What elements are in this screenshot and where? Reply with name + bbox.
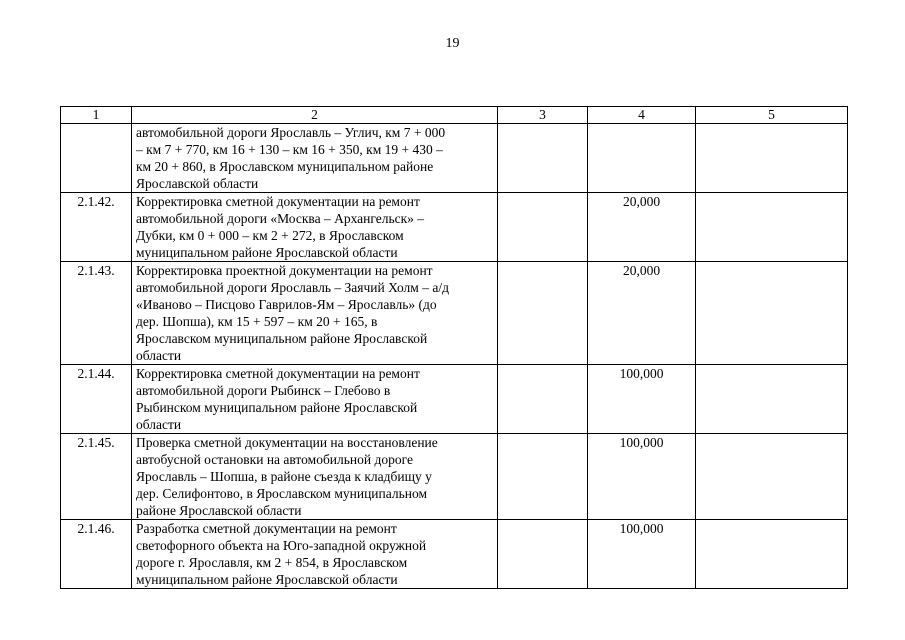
header-cell-4: 4: [588, 107, 696, 124]
description-cell: [132, 193, 498, 262]
value-cell-3: [498, 193, 588, 262]
value-cell-5: [696, 434, 848, 520]
description-line: Корректировка проектной документации на ремонт: [136, 263, 433, 278]
table-row: [61, 365, 848, 434]
value-cell-3: [498, 520, 588, 589]
description-cell: [132, 262, 498, 365]
value-cell-4: 100,000: [588, 434, 696, 520]
description-line: автомобильной дороги Рыбинск – Глебово в: [136, 383, 391, 398]
budget-table: [60, 106, 848, 589]
value-cell-5: [696, 365, 848, 434]
value-cell-3: [498, 124, 588, 193]
description-line: области: [136, 348, 182, 363]
header-cell-3: 3: [498, 107, 588, 124]
row-number-cell: 2.1.43.: [61, 262, 132, 365]
description-cell: [132, 434, 498, 520]
value-cell-5: [696, 520, 848, 589]
value-cell-4: 100,000: [588, 365, 696, 434]
description-line: Ярославском муниципальном районе Ярославской: [136, 331, 428, 346]
header-cell-5: 5: [696, 107, 848, 124]
description-line: автомобильной дороги «Москва – Архангельск» –: [136, 211, 425, 226]
value-cell-3: [498, 365, 588, 434]
description-line: светофорного объекта на Юго-западной окружной: [136, 538, 427, 553]
row-number-cell: 2.1.46.: [61, 520, 132, 589]
description-line: Ярославской области: [136, 176, 259, 191]
table-row: [61, 262, 848, 365]
value-cell-4: [588, 124, 696, 193]
table-row: [61, 124, 848, 193]
value-cell-5: [696, 193, 848, 262]
description-line: муниципальном районе Ярославской области: [136, 572, 398, 587]
row-number-cell: 2.1.45.: [61, 434, 132, 520]
description-line: Ярославль – Шопша, в районе съезда к кладбищу у: [136, 469, 432, 484]
description-line: Разработка сметной документации на ремонт: [136, 521, 397, 536]
description-cell: [132, 520, 498, 589]
value-cell-5: [696, 124, 848, 193]
description-line: автобусной остановки на автомобильной дороге: [136, 452, 413, 467]
table-row: [61, 193, 848, 262]
page-number: 19: [445, 36, 460, 51]
description-line: Рыбинском муниципальном районе Ярославской: [136, 400, 418, 415]
description-line: км 20 + 860, в Ярославском муниципальном районе: [136, 159, 434, 174]
value-cell-4: 20,000: [588, 193, 696, 262]
description-cell: [132, 365, 498, 434]
value-cell-5: [696, 262, 848, 365]
description-line: Корректировка сметной документации на ремонт: [136, 366, 420, 381]
table-body: [61, 107, 848, 589]
table-row: [61, 520, 848, 589]
header-cell-2: 2: [132, 107, 498, 124]
description-line: автомобильной дороги Ярославль – Заячий Холм – а/д: [136, 280, 449, 295]
row-number-cell: [61, 124, 132, 193]
header-row: [61, 107, 848, 124]
value-cell-4: 20,000: [588, 262, 696, 365]
row-number-cell: 2.1.44.: [61, 365, 132, 434]
description-line: Корректировка сметной документации на ремонт: [136, 194, 420, 209]
description-line: – км 7 + 770, км 16 + 130 – км 16 + 350, км 19 + 430 –: [136, 142, 443, 157]
row-number-cell: 2.1.42.: [61, 193, 132, 262]
value-cell-3: [498, 262, 588, 365]
value-cell-4: 100,000: [588, 520, 696, 589]
description-line: Дубки, км 0 + 000 – км 2 + 272, в Ярославском: [136, 228, 404, 243]
header-cell-1: 1: [61, 107, 132, 124]
description-line: дер. Шопша), км 15 + 597 – км 20 + 165, в: [136, 314, 378, 329]
description-line: области: [136, 417, 182, 432]
description-line: районе Ярославской области: [136, 503, 302, 518]
table-row: [61, 434, 848, 520]
description-line: Проверка сметной документации на восстановление: [136, 435, 438, 450]
description-line: дер. Селифонтово, в Ярославском муниципальном: [136, 486, 428, 501]
description-line: дороге г. Ярославля, км 2 + 854, в Ярославском: [136, 555, 408, 570]
value-cell-3: [498, 434, 588, 520]
description-line: автомобильной дороги Ярославль – Углич, км 7 + 000: [136, 125, 446, 140]
description-line: «Иваново – Писцово Гаврилов-Ям – Ярославль» (до: [136, 297, 437, 312]
description-cell: [132, 124, 498, 193]
description-line: муниципальном районе Ярославской области: [136, 245, 398, 260]
